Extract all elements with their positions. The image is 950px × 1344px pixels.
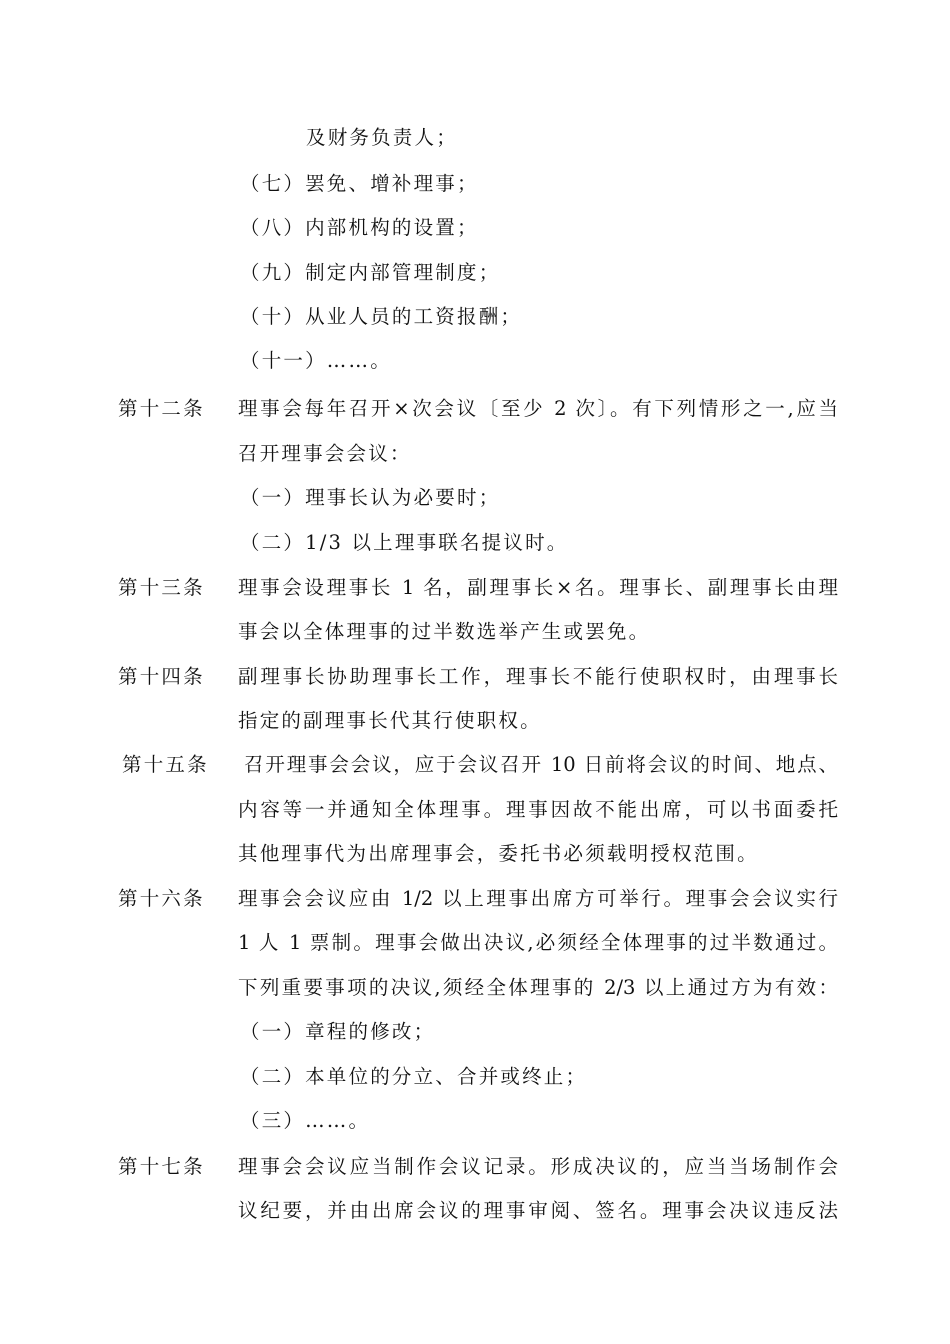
article-12-text-line: 召开理事会会议：: [238, 442, 412, 465]
list-item: （二）本单位的分立、合并或终止；: [240, 1065, 588, 1088]
article-14-text-line: 指定的副理事长代其行使职权。: [238, 709, 542, 732]
list-item: （一）章程的修改；: [240, 1020, 436, 1043]
article-13-text-line: 理事会设理事长 1 名，副理事长×名。理事长、副理事长由理: [238, 576, 838, 599]
list-item: （九）制定内部管理制度；: [240, 261, 501, 284]
article-number-15: 第十五条: [122, 753, 209, 776]
list-item: （七）罢免、增补理事；: [240, 172, 479, 195]
list-item: （十一）……。: [240, 349, 392, 372]
article-17-text-line: 议纪要，并由出席会议的理事审阅、签名。理事会决议违反法: [238, 1199, 838, 1222]
article-16-text-line: 1 人 1 票制。理事会做出决议,必须经全体理事的过半数通过。: [238, 931, 838, 954]
list-item: （一）理事长认为必要时；: [240, 486, 501, 509]
list-item: （十）从业人员的工资报酬；: [240, 305, 523, 328]
article-13-text-line: 事会以全体理事的过半数选举产生或罢免。: [238, 620, 651, 643]
list-item-continuation: 及财务负责人；: [306, 126, 458, 149]
article-number-17: 第十七条: [118, 1155, 205, 1178]
article-number-16: 第十六条: [118, 887, 205, 910]
article-15-text-line: 其他理事代为出席理事会，委托书必须载明授权范围。: [238, 842, 759, 865]
list-item: （八）内部机构的设置；: [240, 216, 479, 239]
article-15-text-line: 内容等一并通知全体理事。理事因故不能出席，可以书面委托: [238, 798, 838, 821]
list-item: （三）……。: [240, 1109, 371, 1132]
article-16-text-line: 下列重要事项的决议,须经全体理事的 2/3 以上通过方为有效：: [238, 976, 838, 999]
article-number-13: 第十三条: [118, 576, 205, 599]
article-number-14: 第十四条: [118, 665, 205, 688]
article-16-text-line: 理事会会议应由 1/2 以上理事出席方可举行。理事会会议实行: [238, 887, 838, 910]
article-14-text-line: 副理事长协助理事长工作，理事长不能行使职权时，由理事长: [238, 665, 838, 688]
list-item: （二）1/3 以上理事联名提议时。: [240, 531, 569, 554]
article-number-12: 第十二条: [118, 397, 205, 420]
article-12-text-line: 理事会每年召开×次会议〔至少 2 次〕。有下列情形之一,应当: [238, 397, 838, 420]
article-17-text-line: 理事会会议应当制作会议记录。形成决议的，应当当场制作会: [238, 1155, 838, 1178]
article-15-text-line: 召开理事会会议，应于会议召开 10 日前将会议的时间、地点、: [244, 753, 838, 776]
